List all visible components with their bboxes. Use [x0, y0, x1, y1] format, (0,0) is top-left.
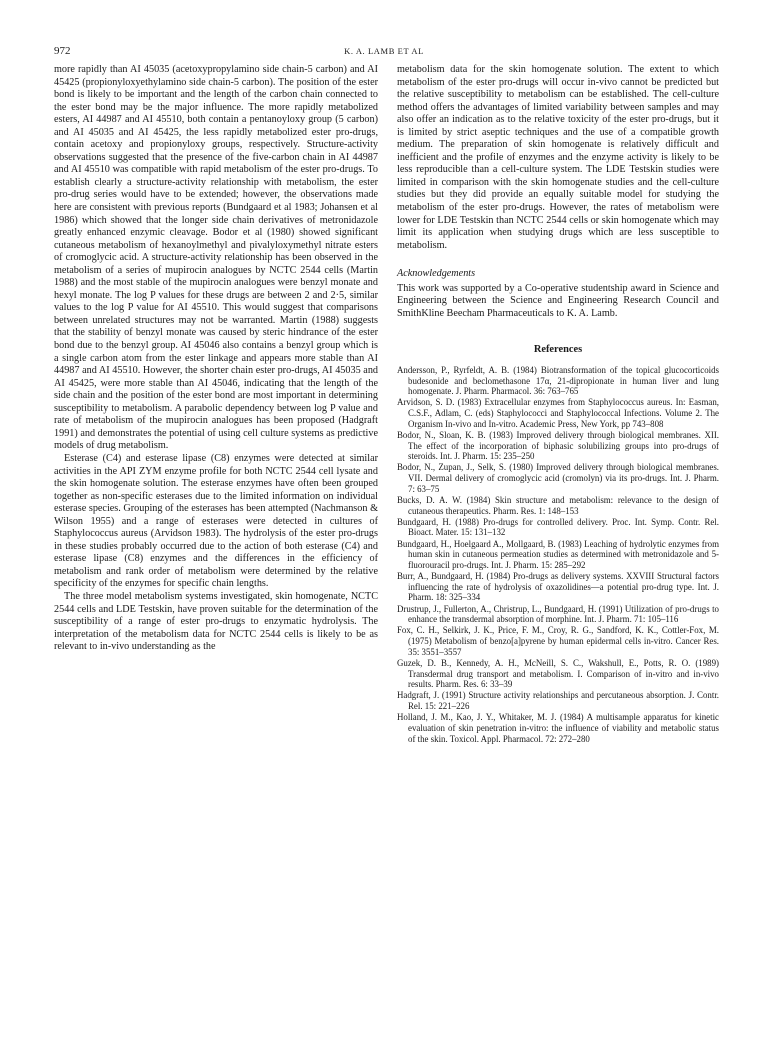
reference-item: Guzek, D. B., Kennedy, A. H., McNeill, S. C., Wakshull, E., Potts, R. O. (1989) Transdermal drug transport and metabolism. I. Comparison of in-vitro and in-vivo results. Pharm. Res. 6: 33–39 [397, 657, 719, 690]
body-paragraph: Esterase (C4) and esterase lipase (C8) enzymes were detected at similar activities in the API ZYM enzyme profile for both NCTC 2544 cell lysate and the skin homogenate solution. The esterase enzymes have often been grouped together as non-specific esterases due to the limited information on individual esterase species. Grouping of the esterases has been attempted (Nachmanson & Wilson 1955) and a range of esterases were detected in cultures of Staphylococcus aureus (Arvidson 1983). The hydrolysis of the ester pro-drugs in these studies probably occurred due to the action of both esterase (C4) and esterase lipase (C8) enzymes and the differences in the efficiency of metabolism and rank order of metabolism were determined by the relative specificity of the enzymes for specific chain lengths. [54, 452, 378, 590]
reference-item: Burr, A., Bundgaard, H. (1984) Pro-drugs as delivery systems. XXVIII Structural factors influencing the rate of hydrolysis of oxazolidines—a potential pro-drug type. Int. J. Pharm. 18: 325–334 [397, 571, 719, 603]
body-paragraph: The three model metabolism systems investigated, skin homogenate, NCTC 2544 cells and LDE Testskin, have proven suitable for the determination of the susceptibility of a range of ester pro-drugs to enzymatic hydrolysis. The interpretation of the metabolism data for NCTC 2544 cells is likely to be as relevant to in-vivo understanding as the [54, 590, 378, 653]
reference-item: Holland, J. M., Kao, J. Y., Whitaker, M. J. (1984) A multisample apparatus for kinetic evaluation of skin penetration in-vitro: the influence of viability and metabolic status of the skin. Toxicol. Appl. Pharmacol. 72: 272–280 [397, 712, 719, 744]
body-paragraph: more rapidly than AI 45035 (acetoxypropylamino side chain-5 carbon) and AI 45425 (propionyloxyethylamino side chain-5 carbon). The position of the ester bond is likely to be important and the length of the carbon chain connected to the ester bond may be the major influence. The more rapidly metabolized esters, AI 44987 and AI 45510, both contain a pentanoyloxy group (5 carbon) and AI 45035 and AI 45425, the less rapidly metabolized ester pro-drugs, contain acetoxy and propionyloxy groups, respectively. Structure-activity observations suggested that the presence of the five-carbon chain in AI 44987 and AI 45510 was compatible with rapid metabolism of the ester pro-drugs. To establish clearly a structure-activity relationship with metabolism, the ester pro-drug series would have to be extended; however, the observations made here are consistent with previous reports (Bundgaard et al 1983; Johansen et al 1986) which showed that the longer side chain derivatives of metronidazole greatly enhanced enzymic cleavage. Bodor et al (1980) showed significant cutaneous metabolism of hexanoylmethyl and pivalyloxymethyl nitrate esters of cromoglycic acid. A structure-activity relationship has been observed in the metabolism of a series of mupirocin analogues by NCTC 2544 cells (Martin 1988) and the most stable of the mupirocin analogues were benzyl monate and hexyl monate. The log P values for these drugs are between 2 and 2·5, similar values to the log P value for AI 45510. This would suggest that comparisons between unrelated structures may not be warranted. Martin (1988) suggests that the stability of benzyl monate was caused by steric hindrance of the ester bond due to the benzyl group. AI 45046 also contains a benzyl group which is a single carbon atom from the ester linkage and appears more stable than AI 44987 and AI 45510. However, the shorter chain ester pro-drugs, AI 45035 and AI 45425, were more stable than AI 45046, indicating that the length of the side chain and the position of the ester bond are most important in determining susceptibility to metabolism. A parabolic dependency between log P value and rate of metabolism of the mupirocin analogues has been proposed (Hadgraft 1991) and demonstrates the potential of using cell culture systems as predictive models of drug metabolism. [54, 64, 378, 452]
reference-item: Bucks, D. A. W. (1984) Skin structure and metabolism: relevance to the design of cutaneous therapeutics. Pharm. Res. 1: 148–153 [397, 494, 719, 516]
references-list [397, 365, 719, 744]
reference-item: Arvidson, S. D. (1983) Extracellular enzymes from Staphylococcus aureus. In: Easman, C.S.F., Adlam, C. (eds) Staphylococci and Staphylococcal Infections. Volume 2. The Organism In-vivo and In-vitro. Academic Press, New York, pp 743–808 [397, 397, 719, 429]
reference-item: Bodor, N., Sloan, K. B. (1983) Improved delivery through biological membranes. XII. The effect of the incorporation of biphasic solubilizing groups into pro-drugs of steroids. Int. J. Pharm. 15: 235–250 [397, 429, 719, 462]
acknowledgements-heading: Acknowledgements [397, 268, 476, 280]
reference-item: Drustrup, J., Fullerton, A., Christrup, L., Bundgaard, H. (1991) Utilization of pro-drugs to enhance the transdermal absorption of morphine. Int. J. Pharm. 71: 105–116 [397, 603, 719, 625]
right-column [397, 64, 719, 745]
running-head: K. A. LAMB ET AL [344, 46, 424, 56]
reference-item: Fox, C. H., Selkirk, J. K., Price, F. M., Croy, R. G., Sandford, K. K., Cottler-Fox, M. (1975) Metabolism of benzo[a]pyrene by human epidermal cells in-vitro. Cancer Res. 35: 3551–3557 [397, 625, 719, 657]
reference-item: Bundgaard, H., Hoelgaard A., Mollgaard, B. (1983) Leaching of hydrolytic enzymes from human skin in cutaneous permeation studies as determined with metronidazole and 5-fluorouracil pro-drugs. Int. J. Pharm. 15: 285–292 [397, 538, 719, 570]
page-number: 972 [54, 45, 71, 57]
reference-item: Bundgaard, H. (1988) Pro-drugs for controlled delivery. Proc. Int. Symp. Contr. Rel. Bioact. Mater. 15: 131–132 [397, 516, 719, 538]
acknowledgements-text: This work was supported by a Co-operative studentship award in Science and Engineering between the Science and Engineering Research Council and SmithKline Beecham Pharmaceuticals to K. A. Lamb. [397, 282, 719, 319]
reference-item: Hadgraft, J. (1991) Structure activity relationships and percutaneous absorption. J. Contr. Rel. 15: 221–226 [397, 690, 719, 712]
reference-item: Andersson, P., Ryrfeldt, A. B. (1984) Biotransformation of the topical glucocorticoids budesonide and beclomethasone 17α, 21-dipropionate in human liver and lung homogenate. J. Pharm. Pharmacol. 36: 763–765 [397, 364, 719, 397]
left-column [54, 64, 378, 654]
body-paragraph: metabolism data for the skin homogenate solution. The extent to which metabolism of the ester pro-drugs will occur in-vivo cannot be predicted but the relative susceptibility to metabolism can be established. The cell-culture method offers the advantages of limited variability between samples and may also offer an indication as to the relative toxicity of the ester pro-drugs, but it is limited by strict aseptic techniques and the use of a compatible growth medium. The preparation of skin homogenate is relatively difficult and inefficient and the profile of enzymes and the enzyme activity is likely to be less reproducible than a cell-culture system. The LDE Testskin studies were limited in comparison with the skin homogenate studies and the cell-culture studies but they did provide an equally suitable model for studying the metabolism of the ester pro-drugs. However, the rates of metabolism were lower for LDE Testskin than NCTC 2544 cells or skin homogenate which may limit its application when studying drugs which are less susceptible to metabolism. [397, 64, 719, 251]
reference-item: Bodor, N., Zupan, J., Selk, S. (1980) Improved delivery through biological membranes. VII. Dermal delivery of cromoglycic acid (cromolyn) via its pro-drugs. Int. J. Pharm. 7: 63–75 [397, 462, 719, 494]
references-heading: References [533, 344, 583, 356]
